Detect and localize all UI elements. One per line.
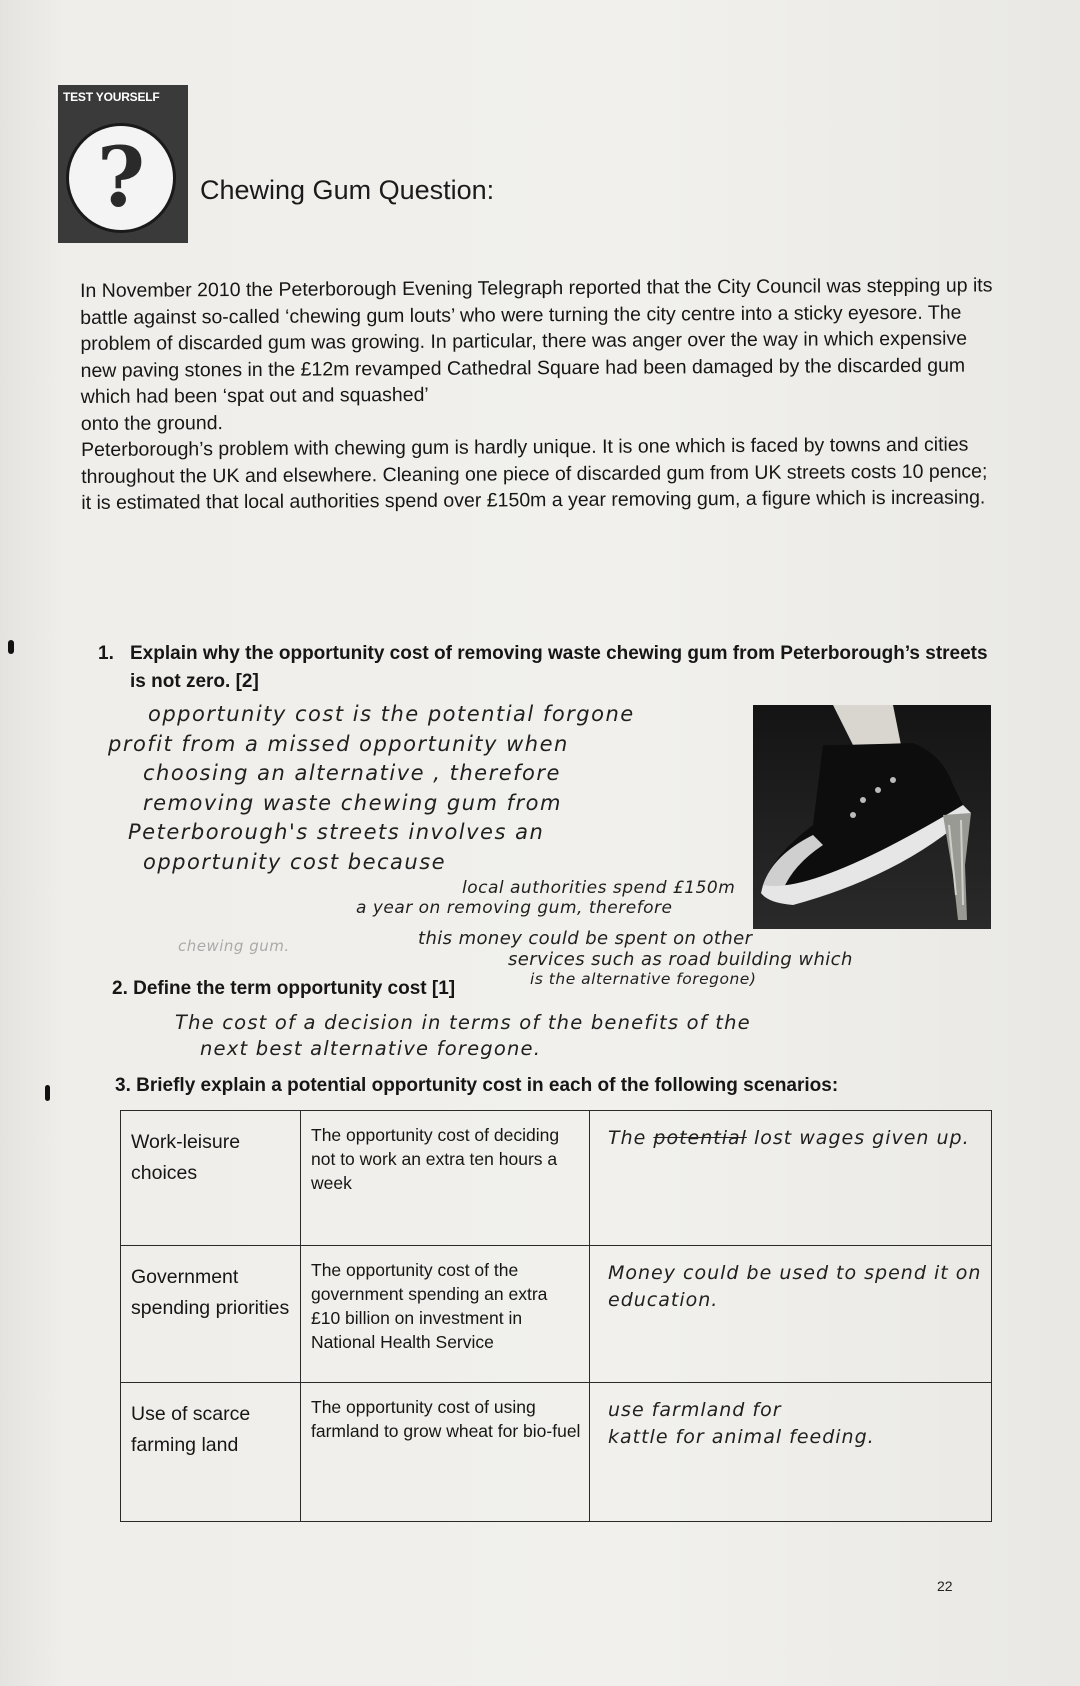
scenario-cell: Government spending priorities [121,1246,301,1383]
question-1-answer [108,700,635,877]
question-2-answer [175,1010,751,1062]
question-3-text: Briefly explain a potential opportunity cost in each of the following scenarios: [136,1075,839,1096]
scenario-cell: Use of scarce farming land [121,1383,301,1522]
table-row [121,1246,992,1383]
edge-mark [45,1085,50,1101]
question-3 [115,1072,838,1100]
intro-paragraph-2: Peterborough’s problem with chewing gum is hardly unique. It is one which is faced by towns and cities throughout the UK and elsewhere. Cleaning one piece of discarded gum from UK streets costs 10 pence; it is estimated that local authorities spend over £150m a year removing gum, a figure which is increasing. [80,433,988,514]
answer-cell [590,1246,992,1383]
answer-text: lost wages given up. [753,1127,970,1149]
answer-1-line: Peterborough's streets involves an [128,820,545,844]
intro-paragraph-1-end: onto the ground. [80,411,224,435]
answer-1-line: opportunity cost because [143,849,447,874]
question-1-number: 1. [98,643,114,664]
answer-cell [590,1111,992,1246]
answer-2-line: The cost of a decision in terms of the benefits of the [175,1011,751,1034]
question-1-text: Explain why the opportunity cost of removing waste chewing gum from Peterborough’s streets is not zero. [2] [130,643,988,692]
question-3-number: 3. [115,1075,131,1096]
answer-1-line-10: services such as road building which [508,949,853,970]
scenario-table [120,1110,992,1522]
answer-1-line-7: local authorities spend £150m [462,878,736,898]
answer-1-line: choosing an alternative , therefore [143,761,561,785]
edge-mark [8,640,14,654]
test-yourself-badge [58,85,188,243]
badge-label: TEST YOURSELF [63,90,160,104]
page-number: 22 [937,1578,953,1594]
description-cell: The opportunity cost of the government spending an extra £10 billion on investment in National Health Service [301,1246,590,1383]
description-cell: The opportunity cost of deciding not to work an extra ten hours a week [301,1111,590,1246]
question-1 [98,640,998,696]
scenario-cell: Work-leisure choices [121,1111,301,1246]
description-cell: The opportunity cost of using farmland to grow wheat for bio-fuel [301,1383,590,1522]
page-title: Chewing Gum Question: [200,175,495,205]
question-2 [112,975,455,1003]
answer-cell [590,1383,992,1522]
table-row [121,1111,992,1246]
answer-2-line: next best alternative foregone. [200,1037,542,1060]
shoe-on-gum-photo [753,705,991,929]
struck-text: potential [653,1127,747,1149]
answer-1-line-11: is the alternative foregone) [530,970,757,988]
answer-text: Money could be used to spend it on education. [608,1262,982,1311]
answer-1-line: opportunity cost is the potential forgone [148,702,635,726]
question-2-text: Define the term opportunity cost [1] [133,978,456,999]
faint-pencil-note: chewing gum. [178,937,290,955]
answer-1-line: removing waste chewing gum from [143,790,562,815]
answer-text: kattle for animal feeding. [608,1426,875,1448]
answer-text: use farmland for [608,1399,782,1421]
question-mark-icon: ? [66,123,176,233]
intro-text [80,272,1001,516]
answer-text: The [608,1127,647,1149]
answer-1-line: profit from a missed opportunity when [108,731,569,756]
answer-1-line-8: a year on removing gum, therefore [356,898,673,918]
question-2-number: 2. [112,978,128,999]
intro-paragraph-1: In November 2010 the Peterborough Evening Telegraph reported that the City Council was stepping up its battle against so-called ‘chewing gum louts’ who were turning the city centre into a sticky eyesore. The problem of discarded gum was growing. In particular, there was anger over the way in which expensive new paving stones in the £12m revamped Cathedral Square had been damaged by the discarded gum which had been ‘spat out and squashed’ [80,274,993,408]
answer-1-line-9: this money could be spent on other [418,928,753,949]
table-row [121,1383,992,1522]
